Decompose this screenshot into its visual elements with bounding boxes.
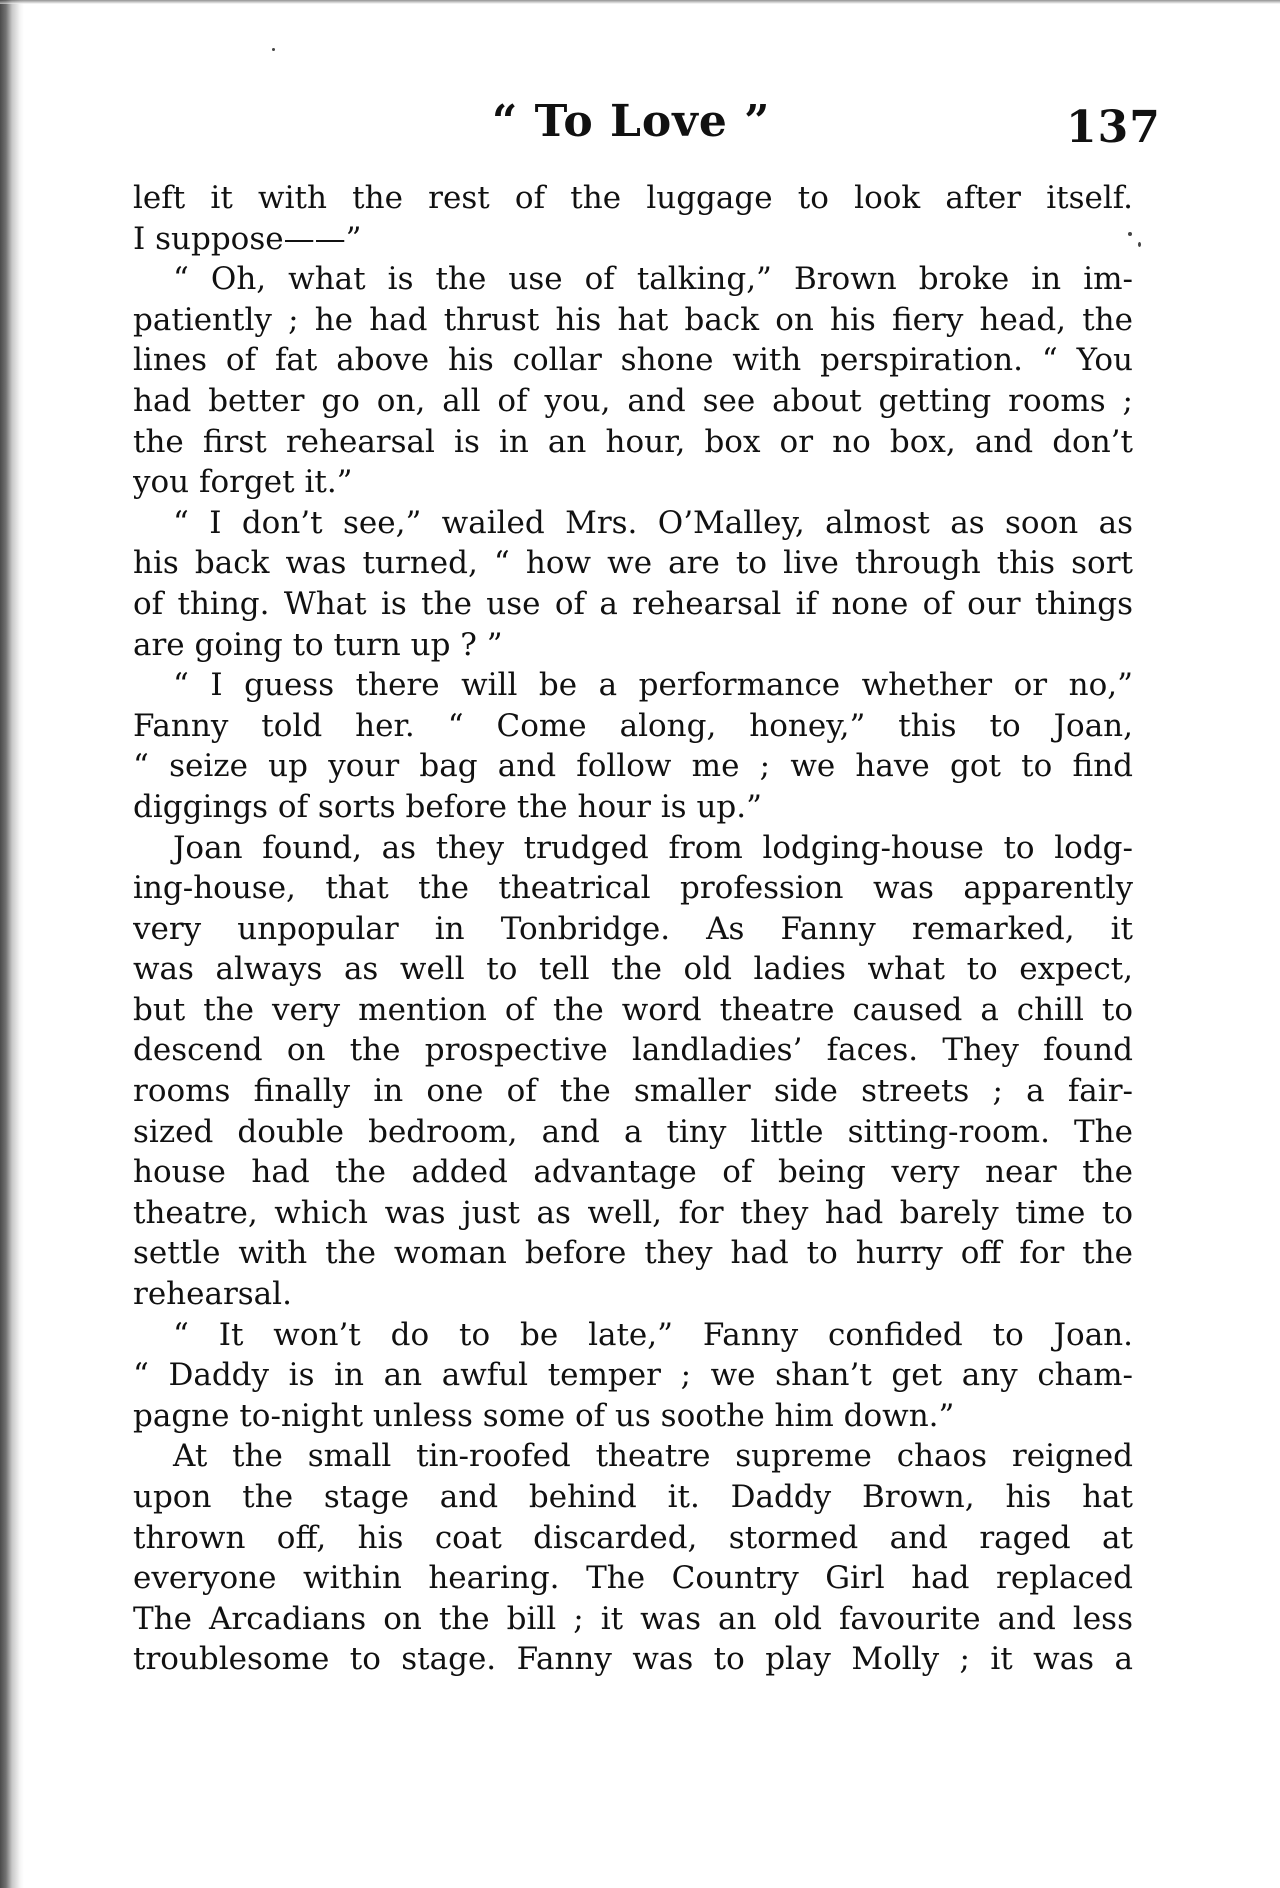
text-line: “ I don’t see,” wailed Mrs. O’Malley, almost as soon as <box>173 504 1133 541</box>
text-line: left it with the rest of the luggage to look after itself. <box>133 180 1133 216</box>
text-line: The Arcadians on the bill ; it was an old favourite and less <box>133 1600 1133 1637</box>
text-line: but the very mention of the word theatre caused a chill to <box>133 991 1133 1028</box>
text-line: very unpopular in Tonbridge. As Fanny remarked, it <box>133 910 1133 947</box>
text-line: I suppose——” <box>133 220 362 257</box>
text-line: “ I guess there will be a performance whether or no,” <box>173 667 1133 704</box>
text-line: descend on the prospective landladies’ faces. They found <box>133 1032 1133 1069</box>
page-binding-shadow <box>0 0 24 1888</box>
text-line: house had the added advantage of being very near the <box>133 1154 1133 1191</box>
text-line: upon the stage and behind it. Daddy Brown, his hat <box>133 1479 1133 1515</box>
text-line: diggings of sorts before the hour is up.” <box>133 788 762 825</box>
text-line: of thing. What is the use of a rehearsal if none of our things <box>133 585 1133 622</box>
text-line: thrown off, his coat discarded, stormed and raged at <box>133 1519 1133 1556</box>
text-line: settle with the woman before they had to hurry off for the <box>133 1235 1133 1272</box>
text-line: the first rehearsal is in an hour, box or no box, and don’t <box>133 423 1133 460</box>
text-line: pagne to-night unless some of us soothe him down.” <box>133 1397 955 1434</box>
text-line: “ It won’t do to be late,” Fanny confided to Joan. <box>173 1316 1133 1353</box>
text-line: was always as well to tell the old ladies what to expect, <box>133 951 1133 988</box>
text-line: troublesome to stage. Fanny was to play Molly ; it was a <box>133 1641 1133 1678</box>
running-title: “ To Love ” <box>492 96 771 147</box>
text-line: are going to turn up ? ” <box>133 626 503 663</box>
body-text <box>133 178 1133 1680</box>
text-line: rooms finally in one of the smaller side streets ; a fair- <box>133 1073 1133 1110</box>
text-line: ing-house, that the theatrical profession was apparently <box>133 870 1133 907</box>
page-number: 137 <box>1066 102 1161 153</box>
text-line: sized double bedroom, and a tiny little sitting-room. The <box>133 1113 1133 1150</box>
text-line: had better go on, all of you, and see about getting rooms ; <box>133 382 1133 419</box>
paper-speck <box>1138 242 1141 247</box>
text-line: everyone within hearing. The Country Girl had replaced <box>133 1560 1133 1597</box>
text-line: “ seize up your bag and follow me ; we have got to find <box>133 748 1133 785</box>
text-line: “ Daddy is in an awful temper ; we shan’t get any cham- <box>133 1357 1133 1394</box>
text-line: theatre, which was just as well, for they had barely time to <box>133 1194 1133 1231</box>
text-line: patiently ; he had thrust his hat back on his fiery head, the <box>133 301 1133 338</box>
text-line: At the small tin-roofed theatre supreme chaos reigned <box>173 1438 1133 1475</box>
paper-speck <box>272 48 275 51</box>
text-line: rehearsal. <box>133 1276 292 1313</box>
paper-speck <box>1128 232 1132 236</box>
text-line: lines of fat above his collar shone with perspiration. “ You <box>133 342 1133 379</box>
text-line: Joan found, as they trudged from lodging-house to lodg- <box>173 829 1133 866</box>
text-line: his back was turned, “ how we are to live through this sort <box>133 545 1133 582</box>
page-top-edge-shadow <box>0 0 1280 4</box>
text-line: Fanny told her. “ Come along, honey,” this to Joan, <box>133 707 1133 744</box>
text-line: “ Oh, what is the use of talking,” Brown broke in im- <box>173 261 1133 298</box>
text-line: you forget it.” <box>133 464 353 501</box>
